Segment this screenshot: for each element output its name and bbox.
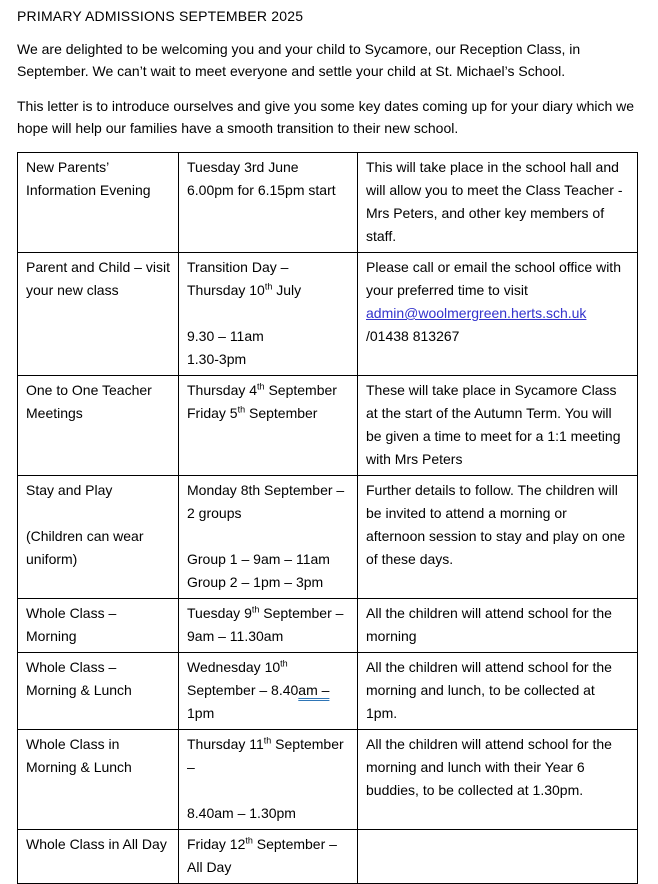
cell-line <box>187 548 349 571</box>
cell-line <box>26 379 170 425</box>
cell-line <box>366 656 629 725</box>
text-segment: 1pm <box>187 705 215 721</box>
text-segment: This will take place in the school hall and will allow you to meet the Class Teacher - Mrs Peters, and other key members of staff. <box>366 159 623 244</box>
cell-line <box>187 779 349 802</box>
table-row <box>18 253 638 376</box>
event-cell <box>18 730 179 830</box>
cell-line <box>26 833 170 856</box>
text-segment: All the children will attend school for the morning and lunch with their Year 6 buddies, to be collected at 1.30pm. <box>366 736 612 798</box>
text-segment: Whole Class in Morning & Lunch <box>26 736 132 775</box>
details-cell <box>358 653 638 730</box>
date-cell <box>179 730 358 830</box>
ordinal-suffix: th <box>251 604 260 615</box>
text-segment: Further details to follow. The children will be invited to attend a morning or afternoon session to stay and play on one of these days. <box>366 482 626 567</box>
schedule-table-body <box>18 153 638 884</box>
text-segment: September – <box>187 736 344 775</box>
cell-line <box>187 733 349 779</box>
event-cell <box>18 830 179 884</box>
table-row <box>18 599 638 653</box>
table-row <box>18 653 638 730</box>
text-segment: Please call or email the school office with your preferred time to visit <box>366 259 621 298</box>
cell-line <box>366 733 629 802</box>
event-cell <box>18 376 179 476</box>
cell-line <box>187 479 349 525</box>
details-cell <box>358 476 638 599</box>
event-cell <box>18 253 179 376</box>
date-cell <box>179 253 358 376</box>
text-segment: Wednesday 10 <box>187 659 281 675</box>
event-cell <box>18 653 179 730</box>
text-segment: 6.00pm for 6.15pm start <box>187 182 336 198</box>
text-segment: All the children will attend school for the morning <box>366 605 612 644</box>
event-cell <box>18 153 179 253</box>
schedule-table <box>17 152 638 884</box>
cell-line <box>187 256 349 302</box>
table-row <box>18 830 638 884</box>
cell-line <box>26 525 170 571</box>
date-cell <box>179 376 358 476</box>
ordinal-suffix: th <box>237 404 246 415</box>
text-segment: Group 1 – 9am – 11am <box>187 551 330 567</box>
cell-line <box>187 302 349 325</box>
table-row <box>18 376 638 476</box>
text-segment: Parent and Child – visit your new class <box>26 259 170 298</box>
cell-line <box>187 802 349 825</box>
date-cell <box>179 476 358 599</box>
cell-line <box>26 156 170 202</box>
text-segment: September – All Day <box>187 836 337 875</box>
event-cell <box>18 476 179 599</box>
cell-line <box>187 348 349 371</box>
text-segment: Whole Class in All Day <box>26 836 167 852</box>
cell-line <box>26 502 170 525</box>
details-cell <box>358 830 638 884</box>
cell-line <box>187 379 349 402</box>
table-row <box>18 730 638 830</box>
email-link[interactable]: admin@woolmergreen.herts.sch.uk <box>366 305 587 321</box>
text-segment: Transition Day – Thursday 10 <box>187 259 289 298</box>
text-segment: September – 8.40 <box>187 682 299 698</box>
cell-line <box>187 571 349 594</box>
intro-paragraph-2: This letter is to introduce ourselves and give you some key dates coming up for your diary which we hope will help our families have a smooth transition to their new school. <box>17 98 635 136</box>
text-segment: 1.30-3pm <box>187 351 247 367</box>
cell-line <box>26 479 170 502</box>
table-row <box>18 153 638 253</box>
cell-line <box>26 733 170 779</box>
ordinal-suffix: th <box>263 735 272 746</box>
text-segment: Whole Class – Morning & Lunch <box>26 659 132 698</box>
text-segment: Thursday 4 <box>187 382 258 398</box>
date-cell <box>179 653 358 730</box>
text-segment: Friday 12 <box>187 836 246 852</box>
intro-paragraph-1: We are delighted to be welcoming you and your child to Sycamore, our Reception Class, in September. We can’t wait to meet everyone and settle your child at St. Michael’s School. <box>17 41 581 79</box>
text-segment: Stay and Play <box>26 482 113 498</box>
cell-line <box>187 156 349 179</box>
date-cell <box>179 153 358 253</box>
details-cell <box>358 253 638 376</box>
text-segment: September <box>245 405 318 421</box>
details-cell <box>358 153 638 253</box>
details-cell <box>358 376 638 476</box>
cell-line <box>187 402 349 425</box>
grammar-check-underline: am – <box>298 682 330 698</box>
cell-line <box>187 179 349 202</box>
cell-line <box>366 156 629 248</box>
cell-line <box>187 325 349 348</box>
cell-line <box>187 833 349 879</box>
text-segment: Thursday 11 <box>187 736 264 752</box>
date-cell <box>179 830 358 884</box>
event-cell <box>18 599 179 653</box>
text-segment: Whole Class – Morning <box>26 605 117 644</box>
text-segment: New Parents’ Information Evening <box>26 159 151 198</box>
text-segment: These will take place in Sycamore Class at the start of the Autumn Term. You will be given a time to meet for a 1:1 meeting with Mrs Peters <box>366 382 621 467</box>
text-segment: Monday 8th September – 2 groups <box>187 482 345 521</box>
cell-line <box>366 379 629 471</box>
text-segment: 8.40am – 1.30pm <box>187 805 296 821</box>
text-segment: Group 2 – 1pm – 3pm <box>187 574 324 590</box>
ordinal-suffix: th <box>257 381 265 392</box>
cell-line <box>187 602 349 648</box>
cell-line <box>366 602 629 648</box>
cell-line <box>26 656 170 702</box>
ordinal-suffix: th <box>280 658 288 669</box>
text-segment: One to One Teacher Meetings <box>26 382 152 421</box>
text-segment: All the children will attend school for the morning and lunch, to be collected at 1pm. <box>366 659 612 721</box>
text-segment: Friday 5 <box>187 405 238 421</box>
date-cell <box>179 599 358 653</box>
cell-line <box>26 602 170 648</box>
cell-line <box>26 256 170 302</box>
ordinal-suffix: th <box>264 281 273 292</box>
text-segment: (Children can wear uniform) <box>26 528 144 567</box>
text-segment: September <box>264 382 337 398</box>
details-cell <box>358 599 638 653</box>
details-cell <box>358 730 638 830</box>
cell-line <box>366 256 629 348</box>
text-segment: /01438 813267 <box>366 328 460 344</box>
text-segment: Tuesday 3rd June <box>187 159 299 175</box>
cell-line <box>187 656 349 725</box>
table-row <box>18 476 638 599</box>
text-segment: September – 9am – 11.30am <box>187 605 344 644</box>
ordinal-suffix: th <box>245 835 253 846</box>
document-title: PRIMARY ADMISSIONS SEPTEMBER 2025 <box>17 8 304 24</box>
text-segment: 9.30 – 11am <box>187 328 264 344</box>
text-segment: Tuesday 9 <box>187 605 252 621</box>
cell-line <box>187 525 349 548</box>
cell-line <box>366 479 629 571</box>
text-segment: July <box>272 282 302 298</box>
